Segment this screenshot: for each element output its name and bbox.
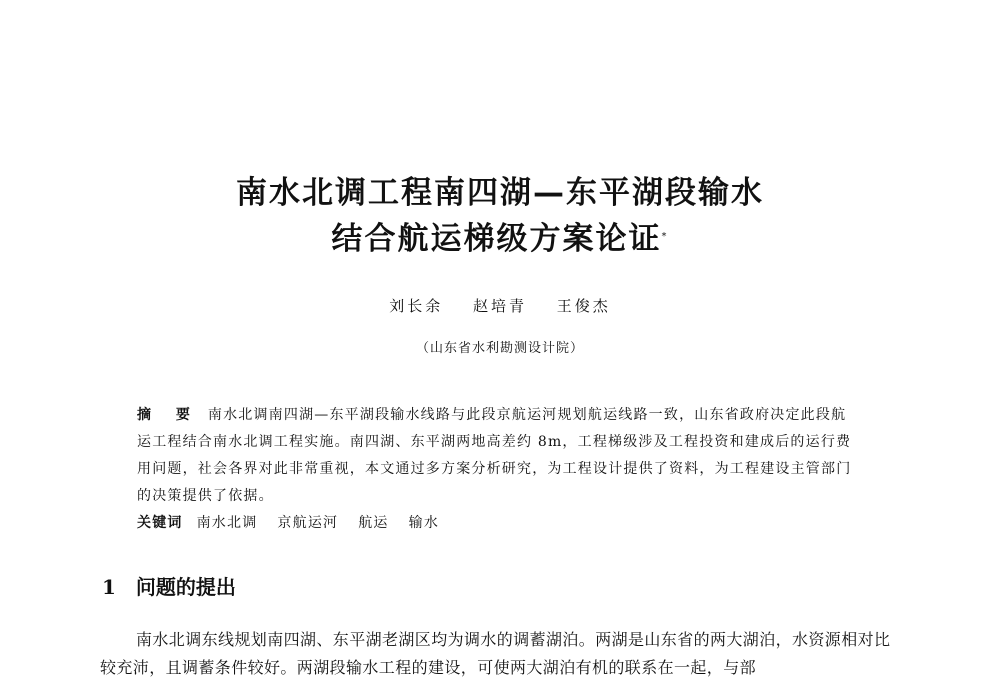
author-list — [0, 295, 1000, 316]
abstract-text: 南水北调南四湖—东平湖段输水线路与此段京航运河规划航运线路一致，山东省政府决定此段航运工程结合南水北调工程实施。南四湖、东平湖两地高差约 8m，工程梯级涉及工程投资和建成后的运行费用问题，社会各界对此非常重视，本文通过多方案分析研究，为工程设计提供了资料，为工程建设主管部门的决策提供了依据。 — [137, 407, 852, 504]
keywords-line — [137, 510, 859, 537]
abstract-paragraph — [137, 402, 859, 510]
body-paragraph: 南水北调东线规划南四湖、东平湖老湖区均为调水的调蓄湖泊。两湖是山东省的两大湖泊，水资源相对比较充沛，且调蓄条件较好。两湖段输水工程的建设，可使两大湖泊有机的联系在一起，与部 — [100, 630, 891, 677]
paper-title-line-2 — [0, 222, 1000, 256]
keyword-item: 南水北调 — [196, 515, 258, 531]
keyword-item: 航运 — [358, 515, 389, 531]
keywords-label: 关键词 — [137, 515, 183, 531]
section-heading — [102, 571, 236, 600]
title-footnote-mark: * — [661, 231, 669, 242]
keyword-item: 京航运河 — [277, 515, 339, 531]
author-name: 刘长余 — [389, 297, 444, 315]
author-name: 赵培青 — [472, 297, 527, 315]
abstract-block — [137, 402, 859, 537]
author-affiliation: （山东省水利勘测设计院） — [415, 341, 584, 356]
section-title: 问题的提出 — [135, 575, 236, 599]
paper-title-line-2-text: 结合航运梯级方案论证 — [331, 221, 662, 257]
author-name: 王俊杰 — [556, 297, 611, 315]
paper-title-line-1: 南水北调工程南四湖—东平湖段输水 — [236, 175, 764, 211]
abstract-label: 摘 要 — [137, 407, 200, 423]
section-number: 1 — [102, 575, 116, 599]
keyword-item: 输水 — [408, 515, 440, 531]
